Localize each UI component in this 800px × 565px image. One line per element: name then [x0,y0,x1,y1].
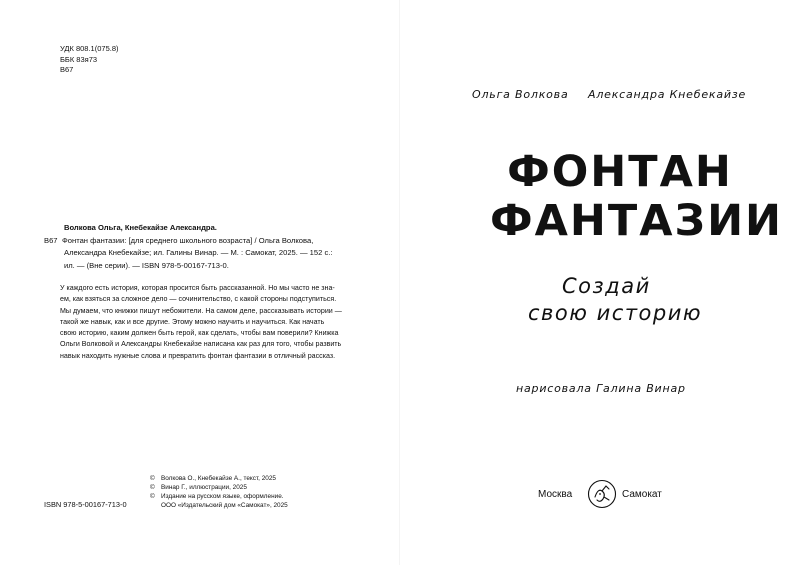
bibliographic-record [44,222,360,272]
biblio-line: Александра Кнебекайзе; ил. Галины Винар. — М. : Самокат, 2025. — 152 с.: [64,248,333,257]
book-title [490,147,784,246]
annotation-line: такой же навык, как и все другие. Этому можно научить и научиться. Как начать [60,317,325,326]
publisher-name: Самокат [622,489,662,500]
annotation-line: навык находить нужные слова и превратить фонтан фантазии в отличный рассказ. [60,351,336,360]
biblio-line: Фонтан фантазии: [для среднего школьного возраста] / Ольга Волкова, [62,235,314,245]
copyright-block [150,474,288,510]
subtitle-line: свою историю [528,301,703,325]
copyright-line: Издание на русском языке, оформление. [161,493,284,500]
copyright-symbol: © [150,484,155,491]
annotation-line: У каждого есть история, которая просится быть рассказанной. Но мы часто не зна- [60,284,335,292]
right-page [400,0,800,565]
author-mark: В67 [60,65,74,74]
title-line: ФОНТАН [507,147,733,197]
publisher-city: Москва [538,489,573,500]
publisher-logo-icon [587,479,617,509]
copyright-line: Волкова О., Кнебекайзе А., текст, 2025 [161,475,276,482]
author-code: В67 [44,235,58,245]
illustrator-credit: нарисовала Галина Винар [516,382,686,395]
udc-code: УДК 808.1(075.8) [60,44,119,53]
author-name: Александра Кнебекайзе [588,88,747,101]
annotation-line: Мы думаем, что книжки пишут небожители. На самом деле, рассказывать истории — [60,306,342,315]
author-name: Ольга Волкова [472,88,569,101]
annotation-line: Ольги Волковой и Александры Кнебекайзе написана как раз для того, чтобы развить [60,340,342,349]
classification-codes [60,44,119,76]
annotation [60,283,356,362]
annotation-line: ем, как взяться за сложное дело — сочинительство, с какой стороны подступиться. [60,295,337,304]
bbk-code: ББК 83я73 [60,54,98,64]
subtitle-line: Создай [562,274,651,298]
author-heading: Волкова Ольга, Кнебекайзе Александра. [64,223,217,232]
copyright-symbol: © [150,493,155,500]
biblio-line: ил. — (Вне серии). — ISBN 978-5-00167-713-0. [64,260,229,270]
copyright-symbol: © [150,475,155,482]
copyright-line: Винар Г., иллюстрации, 2025 [161,484,247,491]
isbn: ISBN 978-5-00167-713-0 [44,500,127,509]
title-line: ФАНТАЗИИ [490,196,784,246]
copyright-line: ООО «Издательский дом «Самокат», 2025 [161,502,288,509]
annotation-line: свою историю, каким должен быть герой, как сделать, чтобы вам поверили? Книжка [60,329,339,338]
